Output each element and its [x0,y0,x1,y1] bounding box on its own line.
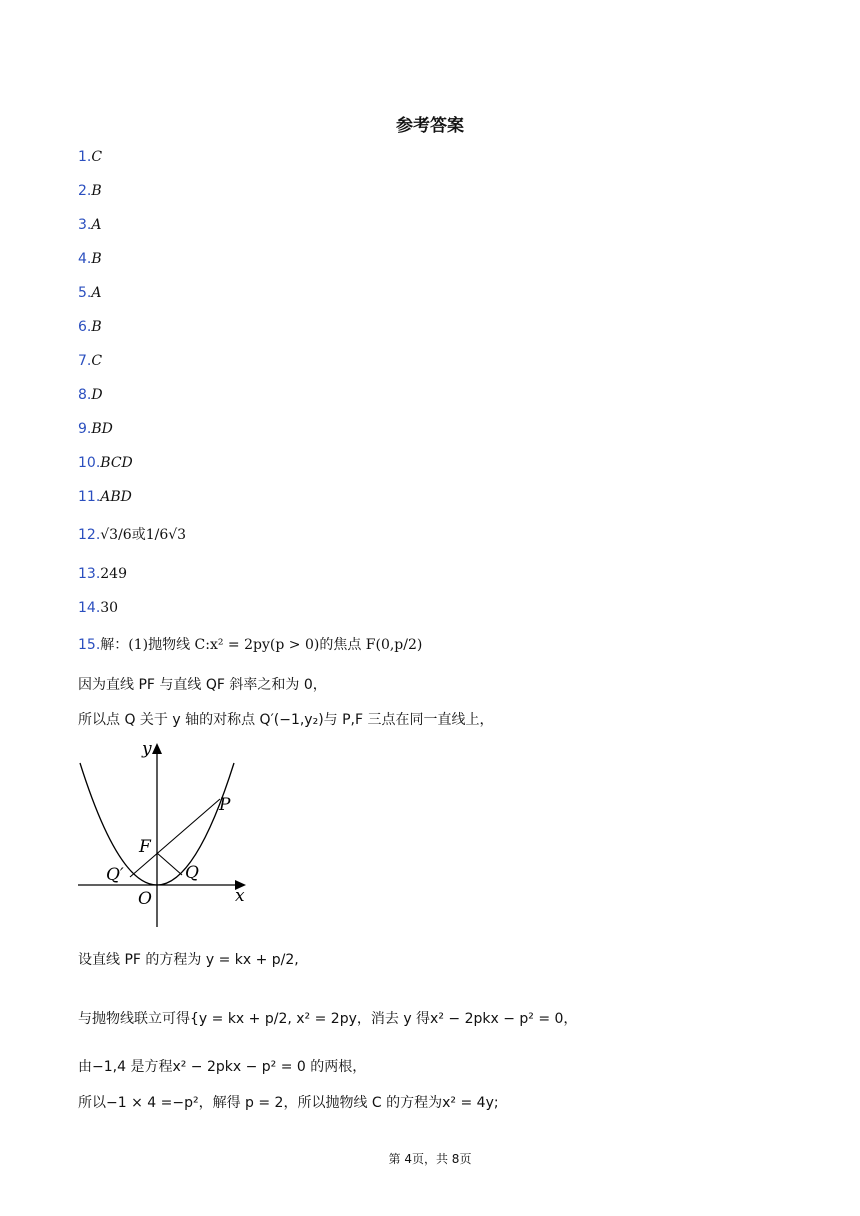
label-f: F [139,837,151,857]
answer-value: D [91,387,103,403]
answer-item [78,148,102,166]
answer-number: 3. [78,217,92,233]
answer-value: C [91,149,103,165]
answer-item [78,250,102,268]
answer-value: 30 [100,600,119,616]
answer-number: 7. [78,353,92,369]
label-q-prime: Q′ [106,865,124,885]
solution-line [78,636,422,654]
answer-number: 11. [78,489,101,505]
solution-line: 设直线 PF 的方程为 y = kx + p/2, [78,952,299,968]
answer-number: 15. [78,637,101,653]
answer-item [78,565,127,583]
answer-number: 1. [78,149,92,165]
answer-value: ABD [100,489,132,505]
answer-value: C [91,353,103,369]
segment-f-q [157,853,182,875]
answer-number: 5. [78,285,92,301]
answer-value: BCD [100,455,133,471]
answer-value: B [91,319,102,335]
answer-number: 10. [78,455,101,471]
answer-item [78,454,133,472]
answer-number: 12. [78,527,101,543]
answer-value: √3/6或1/6√3 [100,527,187,543]
answer-item [78,386,103,404]
label-o: O [138,889,152,909]
answer-value: BD [91,421,113,437]
label-p: P [219,795,231,815]
label-q: Q [185,863,199,883]
answer-number: 9. [78,421,92,437]
solution-line: 由−1,4 是方程x² − 2pkx − p² = 0 的两根， [78,1059,367,1075]
answer-item [78,284,101,302]
answer-item [78,182,102,200]
label-x: x [235,886,245,906]
answer-item [78,420,113,438]
answer-item [78,599,118,617]
parabola-figure [72,735,257,930]
answer-value: A [91,217,102,233]
answer-item [78,318,102,336]
solution-text: 解：(1)抛物线 C:x² = 2py(p > 0)的焦点 F(0,p/2) [100,637,423,653]
answer-value: B [91,251,102,267]
answer-number: 4. [78,251,92,267]
answer-item [78,216,101,234]
answer-number: 8. [78,387,92,403]
answer-item [78,352,102,370]
answer-number: 14. [78,600,101,616]
answer-value: 249 [100,566,127,582]
label-y: y [142,739,152,759]
solution-line: 所以点 Q 关于 y 轴的对称点 Q′(−1,y₂)与 P,F 三点在同一直线上， [78,712,494,728]
page-title: 参考答案 [396,116,464,136]
answer-number: 13. [78,566,101,582]
answer-number: 2. [78,183,92,199]
solution-line: 因为直线 PF 与直线 QF 斜率之和为 0， [78,677,327,693]
answer-value: B [91,183,102,199]
answer-item [78,488,132,506]
answer-number: 6. [78,319,92,335]
answer-item [78,526,186,544]
answer-value: A [91,285,102,301]
solution-line: 所以−1 × 4 =−p²，解得 p = 2，所以抛物线 C 的方程为x² = 4y; [78,1095,499,1111]
y-axis-arrow [152,743,162,754]
solution-line: 与抛物线联立可得{y = kx + p/2, x² = 2py，消去 y 得x² − 2pkx − p² = 0， [78,1011,578,1027]
page-footer: 第 4页，共 8页 [388,1152,472,1166]
